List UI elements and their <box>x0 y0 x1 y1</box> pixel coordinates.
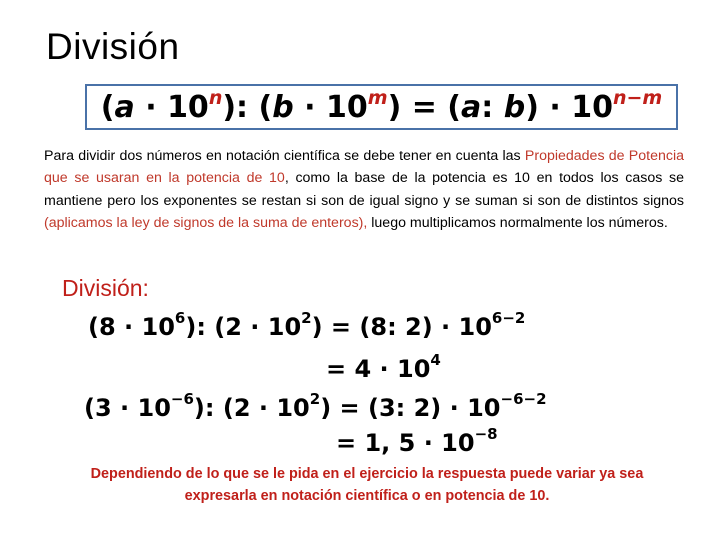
example-2-line-1: $(3 \cdot 10^{-6})$: $(2 \cdot 10^2) = (3$: $2) \cdot 10^{-6-2}$ <box>84 390 547 422</box>
example-1-line-2: = $4 \cdot 10^4$ <box>326 351 441 383</box>
formula-box <box>85 84 678 130</box>
example-2-line-2: = 1, $5 \cdot 10^{-8}$ <box>336 425 498 457</box>
example-title: División: <box>62 275 149 301</box>
explanation-paragraph: Para dividir dos números en notación científica se debe tener en cuenta las Propiedades de Potencia que se usaran en la potencia de 10, como la base de la potencia es 10 en todos los casos se mantiene pero los exponentes se restan si son de igual signo y se suman si son de distintos signos (aplicamos la ley de signos de la suma de enteros), luego multiplicamos normalmente los números. <box>44 148 684 231</box>
page-title: División <box>46 26 180 67</box>
division-rule-formula: $(a \cdot 10^n)$: $(b \cdot 10^m) = (a$: $b) \cdot 10^{n-m}$ <box>100 87 663 125</box>
conclusion-note: Dependiendo de lo que se le pida en el ejercicio la respuesta puede variar ya sea expresarla en notación científica o en potencia de 10. <box>90 466 644 504</box>
example-1-line-1: $(8 \cdot 10^6)$: $(2 \cdot 10^2) = (8$: $2) \cdot 10^{6-2}$ <box>88 309 526 341</box>
